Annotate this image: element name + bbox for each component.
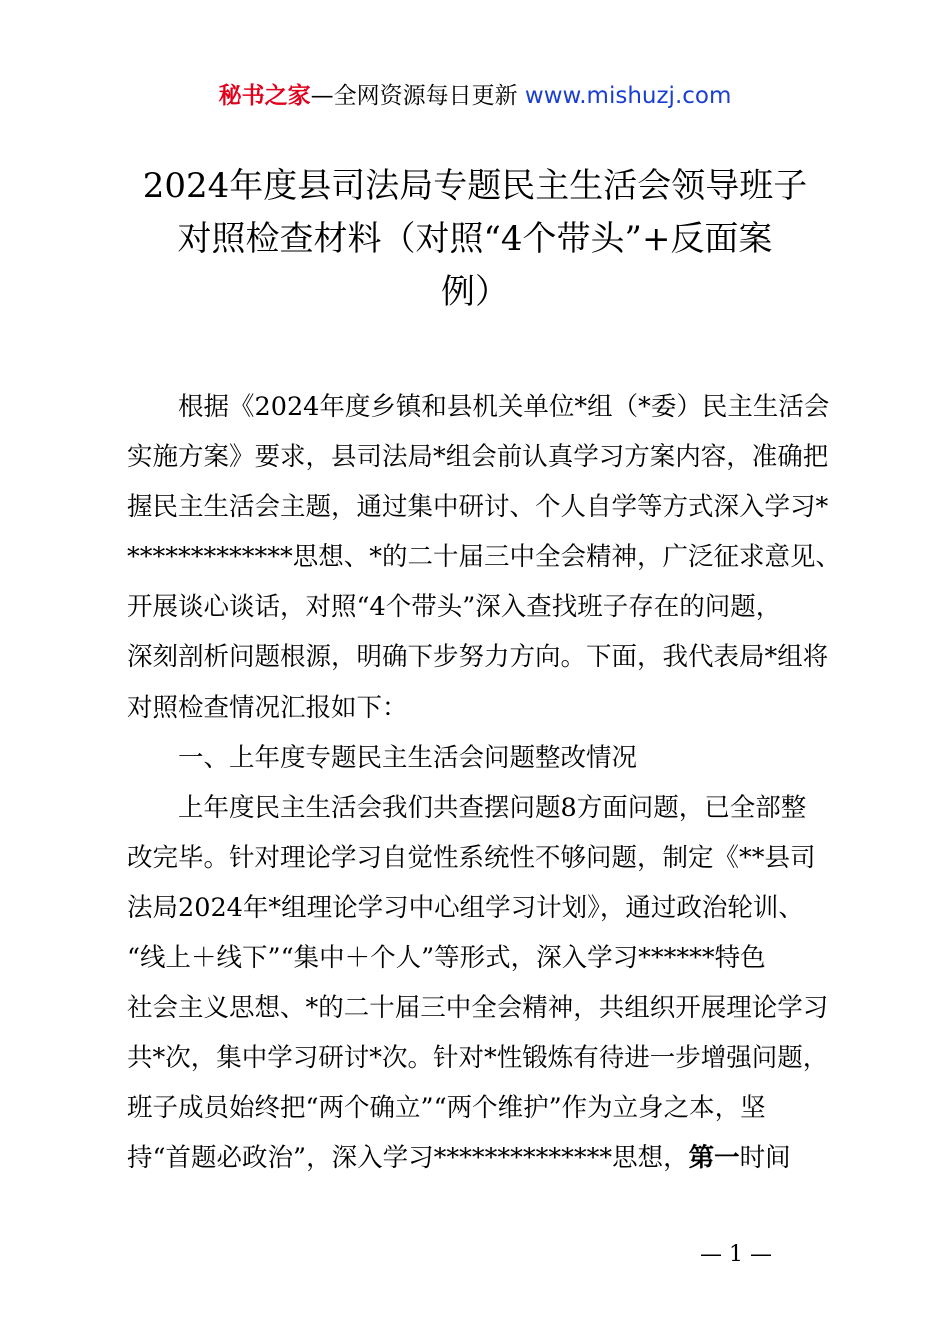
paragraph-line (127, 1133, 847, 1183)
page-number: — 1 — (700, 1242, 772, 1267)
title-line: 对照检查材料（对照“4个带头”+反面案 (177, 219, 773, 259)
paragraph-line: 改完毕。针对理论学习自觉性系统性不够问题，制定《**县司 (127, 842, 816, 873)
line-text: 时间 (739, 1143, 791, 1174)
line-text: 持“首题必政治”，深入学习**************思想， (127, 1143, 689, 1174)
paragraph-line: 深刻剖析问题根源，明确下步努力方向。下面，我代表局*组将 (127, 642, 829, 673)
paragraph-line: “线上＋线下”“集中＋个人”等形式，深入学习******特色 (127, 943, 766, 974)
paragraph-line: 上年度民主生活会我们共查摆问题8方面问题，已全部整 (178, 792, 807, 823)
paragraph-line: 法局2024年*组理论学习中心组学习计划》，通过政治轮训、 (127, 892, 804, 923)
banner-tagline: —全网资源每日更新 (310, 83, 518, 109)
document-body (127, 382, 847, 1184)
paragraph-line: 共*次，集中学习研讨*次。针对*性锻炼有待进一步增强问题， (127, 1043, 829, 1074)
paragraph-line: 开展谈心谈话，对照“4个带头”深入查找班子存在的问题， (127, 592, 782, 623)
paragraph-line: 根据《2024年度乡镇和县机关单位*组（*委）民主生活会 (178, 392, 830, 422)
title-line: 例） (441, 272, 509, 312)
bold-text: 第一 (688, 1143, 740, 1174)
paragraph-line: 实施方案》要求，县司法局*组会前认真学习方案内容，准确把 (127, 442, 829, 473)
paragraph-line: 班子成员始终把“两个确立”“两个维护”作为立身之本，坚 (127, 1093, 766, 1124)
brand-name: 秘书之家 (218, 83, 311, 109)
site-banner (0, 80, 950, 112)
paragraph-line: 对照检查情况汇报如下： (127, 692, 408, 723)
title-line: 2024年度县司法局专题民主生活会领导班子 (142, 166, 808, 206)
banner-url[interactable]: www.mishuzj.com (524, 83, 732, 109)
paragraph-line: *************思想、*的二十届三中全会精神，广泛征求意见、 (127, 542, 842, 573)
paragraph-line: 社会主义思想、*的二十届三中全会精神，共组织开展理论学习 (127, 993, 829, 1024)
document-title (120, 160, 830, 319)
section-heading: 一、上年度专题民主生活会问题整改情况 (178, 742, 638, 773)
paragraph-line: 握民主生活会主题，通过集中研讨、个人自学等方式深入学习* (127, 492, 829, 523)
